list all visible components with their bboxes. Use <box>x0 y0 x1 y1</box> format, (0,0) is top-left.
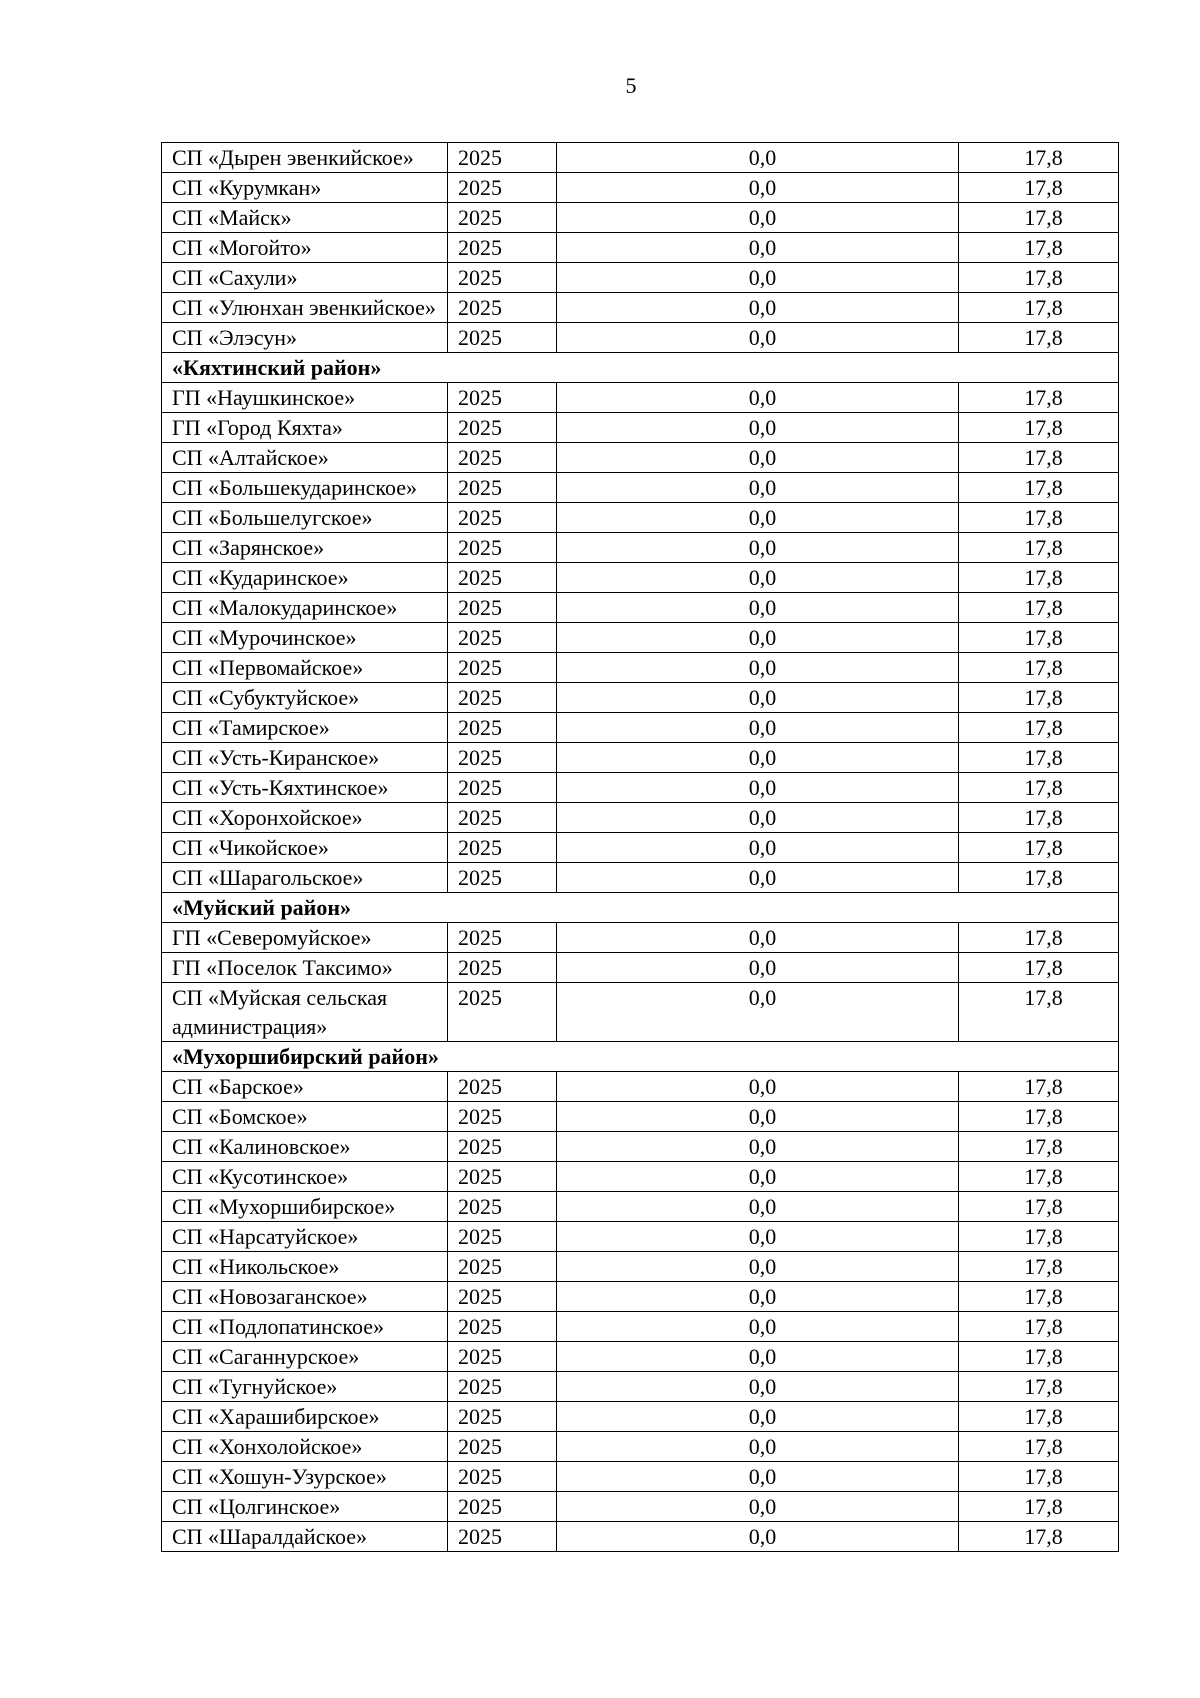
value-cell: 17,8 <box>959 473 1119 503</box>
table-row <box>162 563 1119 593</box>
value-cell: 0,0 <box>557 1462 959 1492</box>
value-cell: 17,8 <box>959 1102 1119 1132</box>
value-cell: 0,0 <box>557 653 959 683</box>
value-cell: 0,0 <box>557 443 959 473</box>
value-cell: 17,8 <box>959 743 1119 773</box>
value-cell: 17,8 <box>959 143 1119 173</box>
year-cell: 2025 <box>448 203 557 233</box>
settlement-name-cell: СП «Элэсун» <box>162 323 448 353</box>
settlement-name-cell: ГП «Наушкинское» <box>162 383 448 413</box>
value-cell: 17,8 <box>959 1342 1119 1372</box>
value-cell: 17,8 <box>959 1372 1119 1402</box>
value-cell: 0,0 <box>557 1162 959 1192</box>
year-cell: 2025 <box>448 1372 557 1402</box>
value-cell: 0,0 <box>557 473 959 503</box>
year-cell: 2025 <box>448 743 557 773</box>
settlement-name-cell: СП «Усть-Киранское» <box>162 743 448 773</box>
value-cell: 0,0 <box>557 683 959 713</box>
year-cell: 2025 <box>448 773 557 803</box>
table-row <box>162 1342 1119 1372</box>
table-row <box>162 983 1119 1042</box>
year-cell: 2025 <box>448 503 557 533</box>
settlement-name-cell: СП «Муйская сельская администрация» <box>162 983 448 1042</box>
value-cell: 17,8 <box>959 1462 1119 1492</box>
year-cell: 2025 <box>448 563 557 593</box>
value-cell: 0,0 <box>557 1222 959 1252</box>
year-cell: 2025 <box>448 263 557 293</box>
value-cell: 17,8 <box>959 1072 1119 1102</box>
year-cell: 2025 <box>448 1522 557 1552</box>
year-cell: 2025 <box>448 653 557 683</box>
value-cell: 17,8 <box>959 533 1119 563</box>
value-cell: 17,8 <box>959 173 1119 203</box>
table-row <box>162 593 1119 623</box>
table-row <box>162 1252 1119 1282</box>
settlement-name-cell: СП «Тамирское» <box>162 713 448 743</box>
settlement-name-cell: СП «Шаралдайское» <box>162 1522 448 1552</box>
district-name: «Мухоршибирский район» <box>162 1042 1119 1072</box>
value-cell: 17,8 <box>959 293 1119 323</box>
settlement-name-cell: СП «Майск» <box>162 203 448 233</box>
table-body <box>162 143 1119 1552</box>
value-cell: 17,8 <box>959 623 1119 653</box>
table-row <box>162 1072 1119 1102</box>
settlement-name-cell: СП «Большекударинское» <box>162 473 448 503</box>
table-row <box>162 683 1119 713</box>
value-cell: 17,8 <box>959 773 1119 803</box>
year-cell: 2025 <box>448 1162 557 1192</box>
settlement-name-cell: СП «Кусотинское» <box>162 1162 448 1192</box>
settlement-name-cell: СП «Субуктуйское» <box>162 683 448 713</box>
value-cell: 0,0 <box>557 143 959 173</box>
district-header-row <box>162 893 1119 923</box>
table-row <box>162 503 1119 533</box>
year-cell: 2025 <box>448 923 557 953</box>
table-row <box>162 923 1119 953</box>
year-cell: 2025 <box>448 833 557 863</box>
district-header-row <box>162 353 1119 383</box>
year-cell: 2025 <box>448 1492 557 1522</box>
settlement-name-cell: СП «Барское» <box>162 1072 448 1102</box>
table-row <box>162 1402 1119 1432</box>
settlement-name-cell: СП «Зарянское» <box>162 533 448 563</box>
value-cell: 0,0 <box>557 1522 959 1552</box>
year-cell: 2025 <box>448 983 557 1042</box>
settlement-name-cell: СП «Бомское» <box>162 1102 448 1132</box>
table-row <box>162 743 1119 773</box>
table-row <box>162 1192 1119 1222</box>
value-cell: 17,8 <box>959 563 1119 593</box>
table-row <box>162 833 1119 863</box>
year-cell: 2025 <box>448 1102 557 1132</box>
year-cell: 2025 <box>448 1222 557 1252</box>
value-cell: 0,0 <box>557 1342 959 1372</box>
year-cell: 2025 <box>448 593 557 623</box>
value-cell: 17,8 <box>959 953 1119 983</box>
table-row <box>162 1162 1119 1192</box>
value-cell: 0,0 <box>557 563 959 593</box>
year-cell: 2025 <box>448 323 557 353</box>
value-cell: 17,8 <box>959 653 1119 683</box>
settlement-name-cell: СП «Алтайское» <box>162 443 448 473</box>
value-cell: 0,0 <box>557 1072 959 1102</box>
value-cell: 0,0 <box>557 593 959 623</box>
table-row <box>162 143 1119 173</box>
table-row <box>162 1222 1119 1252</box>
value-cell: 17,8 <box>959 503 1119 533</box>
settlement-name-cell: СП «Никольское» <box>162 1252 448 1282</box>
table-row <box>162 1372 1119 1402</box>
value-cell: 0,0 <box>557 713 959 743</box>
table-row <box>162 383 1119 413</box>
value-cell: 0,0 <box>557 1402 959 1432</box>
table-row <box>162 773 1119 803</box>
value-cell: 0,0 <box>557 1282 959 1312</box>
year-cell: 2025 <box>448 233 557 263</box>
settlement-name-cell: СП «Кударинское» <box>162 563 448 593</box>
year-cell: 2025 <box>448 1402 557 1432</box>
settlement-name-cell: СП «Сахули» <box>162 263 448 293</box>
settlement-name-cell: СП «Чикойское» <box>162 833 448 863</box>
settlement-name-cell: СП «Мурочинское» <box>162 623 448 653</box>
table-row <box>162 323 1119 353</box>
value-cell: 0,0 <box>557 233 959 263</box>
settlement-name-cell: ГП «Город Кяхта» <box>162 413 448 443</box>
year-cell: 2025 <box>448 293 557 323</box>
value-cell: 0,0 <box>557 953 959 983</box>
table-row <box>162 1462 1119 1492</box>
value-cell: 0,0 <box>557 1192 959 1222</box>
settlement-name-cell: СП «Мухоршибирское» <box>162 1192 448 1222</box>
table-row <box>162 443 1119 473</box>
page-number: 5 <box>625 73 637 98</box>
year-cell: 2025 <box>448 1252 557 1282</box>
year-cell: 2025 <box>448 173 557 203</box>
value-cell: 0,0 <box>557 1102 959 1132</box>
year-cell: 2025 <box>448 1072 557 1102</box>
year-cell: 2025 <box>448 1432 557 1462</box>
value-cell: 17,8 <box>959 1402 1119 1432</box>
value-cell: 0,0 <box>557 1432 959 1462</box>
value-cell: 17,8 <box>959 1312 1119 1342</box>
settlement-name-cell: ГП «Северомуйское» <box>162 923 448 953</box>
settlement-name-cell: СП «Харашибирское» <box>162 1402 448 1432</box>
settlement-name-cell: СП «Первомайское» <box>162 653 448 683</box>
value-cell: 17,8 <box>959 1222 1119 1252</box>
value-cell: 0,0 <box>557 413 959 443</box>
table-row <box>162 1432 1119 1462</box>
year-cell: 2025 <box>448 863 557 893</box>
table-row <box>162 1102 1119 1132</box>
table-row <box>162 1522 1119 1552</box>
table-row <box>162 1282 1119 1312</box>
value-cell: 17,8 <box>959 1522 1119 1552</box>
settlement-name-cell: СП «Калиновское» <box>162 1132 448 1162</box>
value-cell: 0,0 <box>557 803 959 833</box>
value-cell: 0,0 <box>557 203 959 233</box>
value-cell: 0,0 <box>557 923 959 953</box>
value-cell: 0,0 <box>557 983 959 1042</box>
table-row <box>162 1492 1119 1522</box>
settlement-name-cell: ГП «Поселок Таксимо» <box>162 953 448 983</box>
value-cell: 17,8 <box>959 1282 1119 1312</box>
year-cell: 2025 <box>448 1342 557 1372</box>
table-row <box>162 173 1119 203</box>
value-cell: 17,8 <box>959 203 1119 233</box>
value-cell: 17,8 <box>959 263 1119 293</box>
settlement-name-cell: СП «Саганнурское» <box>162 1342 448 1372</box>
table-row <box>162 953 1119 983</box>
year-cell: 2025 <box>448 1192 557 1222</box>
value-cell: 0,0 <box>557 533 959 563</box>
year-cell: 2025 <box>448 1312 557 1342</box>
value-cell: 0,0 <box>557 1372 959 1402</box>
value-cell: 17,8 <box>959 803 1119 833</box>
settlement-name-cell: СП «Хонхолойское» <box>162 1432 448 1462</box>
table-row <box>162 1312 1119 1342</box>
settlement-name-cell: СП «Улюнхан эвенкийское» <box>162 293 448 323</box>
table-row <box>162 233 1119 263</box>
table-row <box>162 653 1119 683</box>
year-cell: 2025 <box>448 1462 557 1492</box>
district-header-row <box>162 1042 1119 1072</box>
district-name: «Кяхтинский район» <box>162 353 1119 383</box>
settlement-name-cell: СП «Подлопатинское» <box>162 1312 448 1342</box>
value-cell: 17,8 <box>959 923 1119 953</box>
value-cell: 0,0 <box>557 863 959 893</box>
table-row <box>162 473 1119 503</box>
table-row <box>162 623 1119 653</box>
year-cell: 2025 <box>448 143 557 173</box>
year-cell: 2025 <box>448 683 557 713</box>
value-cell: 0,0 <box>557 263 959 293</box>
value-cell: 0,0 <box>557 1132 959 1162</box>
settlement-name-cell: СП «Могойто» <box>162 233 448 263</box>
value-cell: 0,0 <box>557 773 959 803</box>
settlement-name-cell: СП «Малокударинское» <box>162 593 448 623</box>
year-cell: 2025 <box>448 443 557 473</box>
year-cell: 2025 <box>448 803 557 833</box>
settlement-name-cell: СП «Усть-Кяхтинское» <box>162 773 448 803</box>
table-row <box>162 203 1119 233</box>
settlement-name-cell: СП «Курумкан» <box>162 173 448 203</box>
settlement-name-cell: СП «Цолгинское» <box>162 1492 448 1522</box>
table-row <box>162 533 1119 563</box>
value-cell: 17,8 <box>959 323 1119 353</box>
value-cell: 17,8 <box>959 833 1119 863</box>
value-cell: 17,8 <box>959 383 1119 413</box>
settlement-name-cell: СП «Нарсатуйское» <box>162 1222 448 1252</box>
value-cell: 0,0 <box>557 833 959 863</box>
value-cell: 17,8 <box>959 1432 1119 1462</box>
table-row <box>162 863 1119 893</box>
value-cell: 17,8 <box>959 713 1119 743</box>
value-cell: 17,8 <box>959 593 1119 623</box>
value-cell: 0,0 <box>557 623 959 653</box>
table-row <box>162 293 1119 323</box>
settlement-name-cell: СП «Хоронхойское» <box>162 803 448 833</box>
value-cell: 17,8 <box>959 443 1119 473</box>
table-row <box>162 713 1119 743</box>
value-cell: 17,8 <box>959 1132 1119 1162</box>
value-cell: 17,8 <box>959 413 1119 443</box>
settlement-name-cell: СП «Хошун-Узурское» <box>162 1462 448 1492</box>
value-cell: 0,0 <box>557 503 959 533</box>
year-cell: 2025 <box>448 533 557 563</box>
settlement-name-cell: СП «Большелугское» <box>162 503 448 533</box>
year-cell: 2025 <box>448 473 557 503</box>
value-cell: 17,8 <box>959 1192 1119 1222</box>
year-cell: 2025 <box>448 713 557 743</box>
value-cell: 17,8 <box>959 863 1119 893</box>
value-cell: 17,8 <box>959 233 1119 263</box>
settlement-name-cell: СП «Шарагольское» <box>162 863 448 893</box>
settlements-table <box>161 142 1119 1552</box>
year-cell: 2025 <box>448 1132 557 1162</box>
table-row <box>162 413 1119 443</box>
value-cell: 17,8 <box>959 983 1119 1042</box>
table-row <box>162 803 1119 833</box>
year-cell: 2025 <box>448 1282 557 1312</box>
value-cell: 0,0 <box>557 1252 959 1282</box>
table-row <box>162 263 1119 293</box>
settlement-name-cell: СП «Новозаганское» <box>162 1282 448 1312</box>
value-cell: 17,8 <box>959 1492 1119 1522</box>
value-cell: 17,8 <box>959 1252 1119 1282</box>
value-cell: 0,0 <box>557 383 959 413</box>
district-name: «Муйский район» <box>162 893 1119 923</box>
settlement-name-cell: СП «Дырен эвенкийское» <box>162 143 448 173</box>
table-row <box>162 1132 1119 1162</box>
value-cell: 0,0 <box>557 743 959 773</box>
value-cell: 0,0 <box>557 1312 959 1342</box>
year-cell: 2025 <box>448 383 557 413</box>
year-cell: 2025 <box>448 953 557 983</box>
value-cell: 17,8 <box>959 683 1119 713</box>
value-cell: 0,0 <box>557 293 959 323</box>
year-cell: 2025 <box>448 413 557 443</box>
value-cell: 0,0 <box>557 323 959 353</box>
value-cell: 0,0 <box>557 173 959 203</box>
settlement-name-cell: СП «Тугнуйское» <box>162 1372 448 1402</box>
value-cell: 17,8 <box>959 1162 1119 1192</box>
value-cell: 0,0 <box>557 1492 959 1522</box>
year-cell: 2025 <box>448 623 557 653</box>
